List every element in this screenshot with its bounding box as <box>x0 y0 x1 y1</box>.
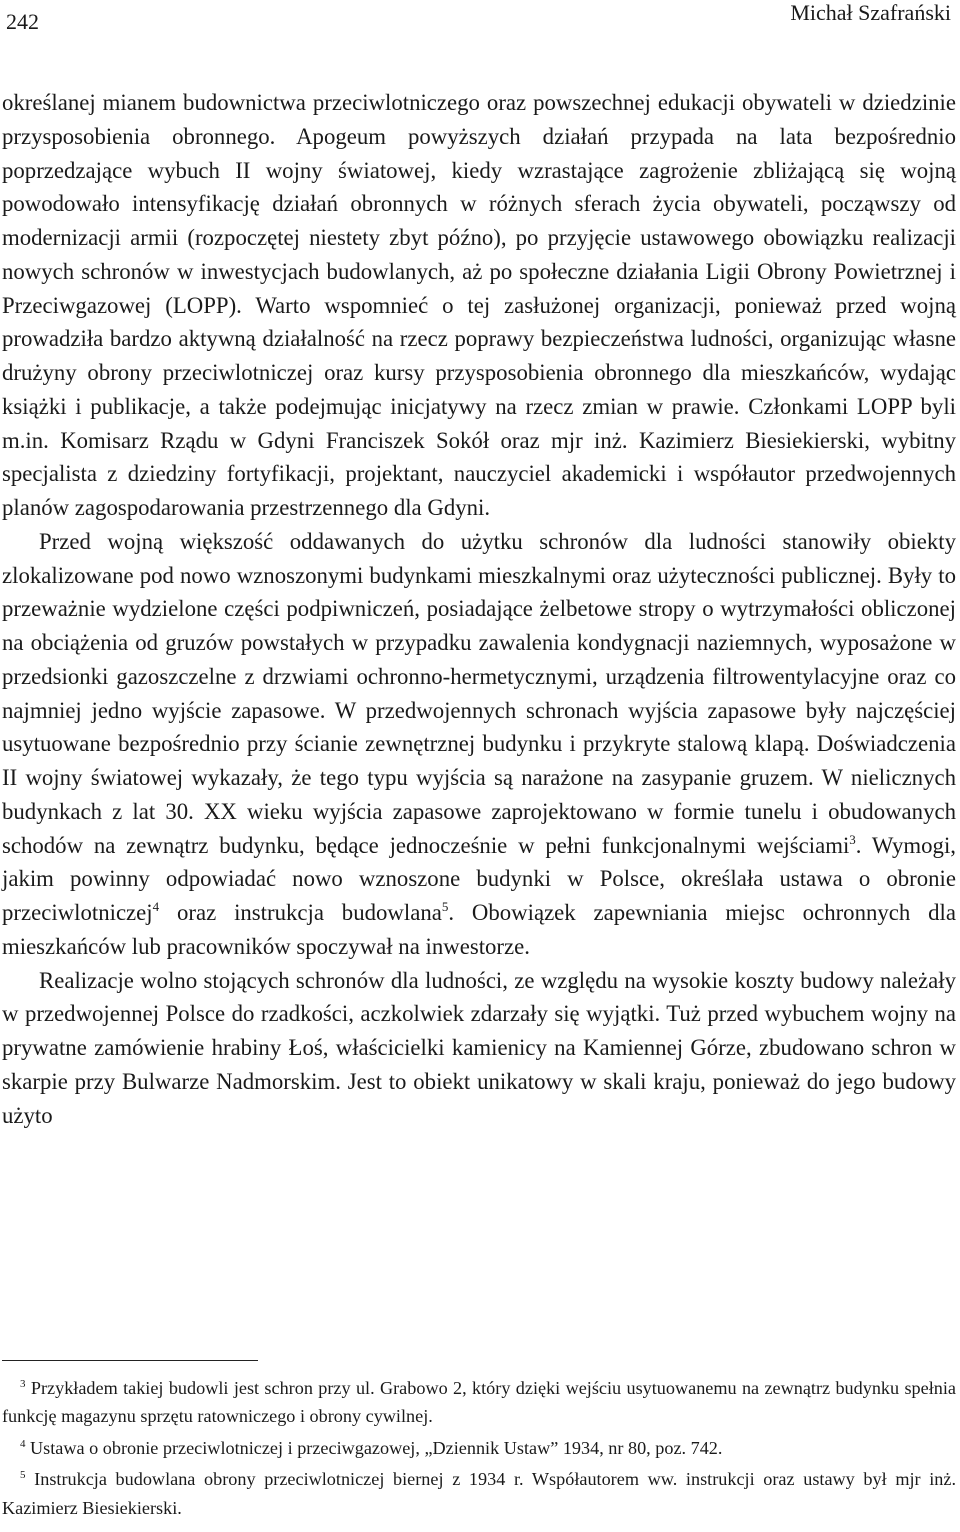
body-paragraph <box>2 86 956 525</box>
footnote <box>2 1465 956 1522</box>
footnote-text: Instrukcja budowlana obrony przeciwlotniczej biernej z 1934 r. Współautorem ww. instrukcji oraz ustawy był mjr inż. Kazimierz Biesiekierski. <box>2 1469 957 1518</box>
footnote-separator <box>2 1360 258 1361</box>
footnote-text: Ustawa o obronie przeciwlotniczej i przeciwgazowej, „Dziennik Ustaw” 1934, nr 80, poz. 742. <box>30 1437 723 1458</box>
footnote-text: Przykładem takiej budowli jest schron przy ul. Grabowo 2, który dzięki wejściu usytuowanemu na zewnątrz budynku spełnia funkcję magazynu sprzętu ratowniczego i obrony cywilnej. <box>2 1378 956 1427</box>
footnote <box>2 1434 956 1462</box>
footnote-ref[interactable]: 3 <box>849 831 856 847</box>
running-header-author: Michał Szafrański <box>790 0 951 25</box>
main-text <box>2 86 956 1132</box>
paragraph-text: Przed wojną większość oddawanych do użytku schronów dla ludności stanowiły obiekty zlokalizowane pod nowo wznoszonymi budynkami mieszkalnymi oraz użyteczności publicznej. Były to przeważnie wydzielone części podpiwniczeń, posiadające żelbetowe stropy o wytrzymałości obliczonej na obciążenia od gruzów powstałych w przypadku zawalenia kondygnacji naziemnych, wyposażone w przedsionki gazoszczelne z drzwiami ochronno-hermetycznymi, urządzenia filtrowentylacyjne oraz co najmniej jedno wyjście zapasowe. W przedwojennych schronach wyjścia zapasowe były najczęściej usytuowane bezpośrednio przy ścianie zewnętrznej budynku i przykryte stalową klapą. Doświadczenia II wojny światowej wykazały, że tego typu wyjścia są narażone na zasypanie gruzem. W nielicznych budynkach z lat 30. XX wieku wyjścia zapasowe zaprojektowano w formie tunelu i obudowanych schodów na zewnątrz budynku, będące jednocześnie w pełni funkcjonalnymi wejściami <box>2 528 956 858</box>
running-header <box>0 0 960 40</box>
paragraph-text: Realizacje wolno stojących schronów dla ludności, ze względu na wysokie koszty budowy należały w przedwojennej Polsce do rzadkości, aczkolwiek zdarzały się wyjątki. Tuż przed wybuchem wojny na prywatne zamówienie hrabiny Łoś, właścicielki kamienicy na Kamiennej Górze, zbudowano schron w skarpie przy Bulwarze Nadmorskim. Jest to obiekt unikatowy w skali kraju, ponieważ do jego budowy użyto <box>2 967 956 1128</box>
footnote-ref[interactable]: 5 <box>441 899 449 914</box>
footnote <box>2 1374 956 1431</box>
footnote-number: 3 <box>20 1378 26 1390</box>
body-paragraph <box>2 964 956 1133</box>
paragraph-text: . Wymogi, jakim powinny odpowiadać nowo wznoszone budynki w Polsce, określała ustawa o obronie przeciwlotniczej <box>2 832 956 925</box>
footnotes <box>2 1374 956 1525</box>
footnote-ref[interactable]: 4 <box>152 899 160 914</box>
footnote-number: 4 <box>20 1437 26 1450</box>
page-number: 242 <box>6 9 39 34</box>
paragraph-text: . Obowiązek zapewniania miejsc ochronnych dla mieszkańców lub pracowników spoczywał na inwestorze. <box>2 900 956 959</box>
paragraph-text: określanej mianem budownictwa przeciwlotniczego oraz powszechnej edukacji obywateli w dziedzinie przysposobienia obronnego. Apogeum powyższych działań przypada na lata bezpośrednio poprzedzające wybuch II wojny światowej, kiedy wzrastające zagrożenie zbliżającą się wojną powodowało intensyfikację działań obronnych w różnych sferach życia obywateli, począwszy od modernizacji armii (rozpoczętej niestety zbyt późno), po przyjęcie ustawowego obowiązku realizacji nowych schronów w inwestycjach budowlanych, aż po społeczne działania Ligii Obrony Powietrznej i Przeciwgazowej (LOPP). Warto wspomnieć o tej zasłużonej organizacji, ponieważ przed wojną prowadziła bardzo aktywną działalność na rzecz poprawy bezpieczeństwa ludności, organizując własne drużyny obrony przeciwlotniczej oraz kursy przysposobienia obronnego dla mieszkańców, wydając książki i publikacje, a także podejmując inicjatywy na rzecz zmian w prawie. Członkami LOPP byli m.in. Komisarz Rządu w Gdyni Franciszek Sokół oraz mjr inż. Kazimierz Biesiekierski, wybitny specjalista z dziedziny fortyfikacji, projektant, nauczyciel akademicki i współautor przedwojennych planów zagospodarowania przestrzennego dla Gdyni. <box>2 90 956 520</box>
body-paragraph <box>2 525 956 964</box>
footnote-number: 5 <box>20 1469 26 1482</box>
paragraph-text: oraz instrukcja budowlana <box>159 900 442 925</box>
